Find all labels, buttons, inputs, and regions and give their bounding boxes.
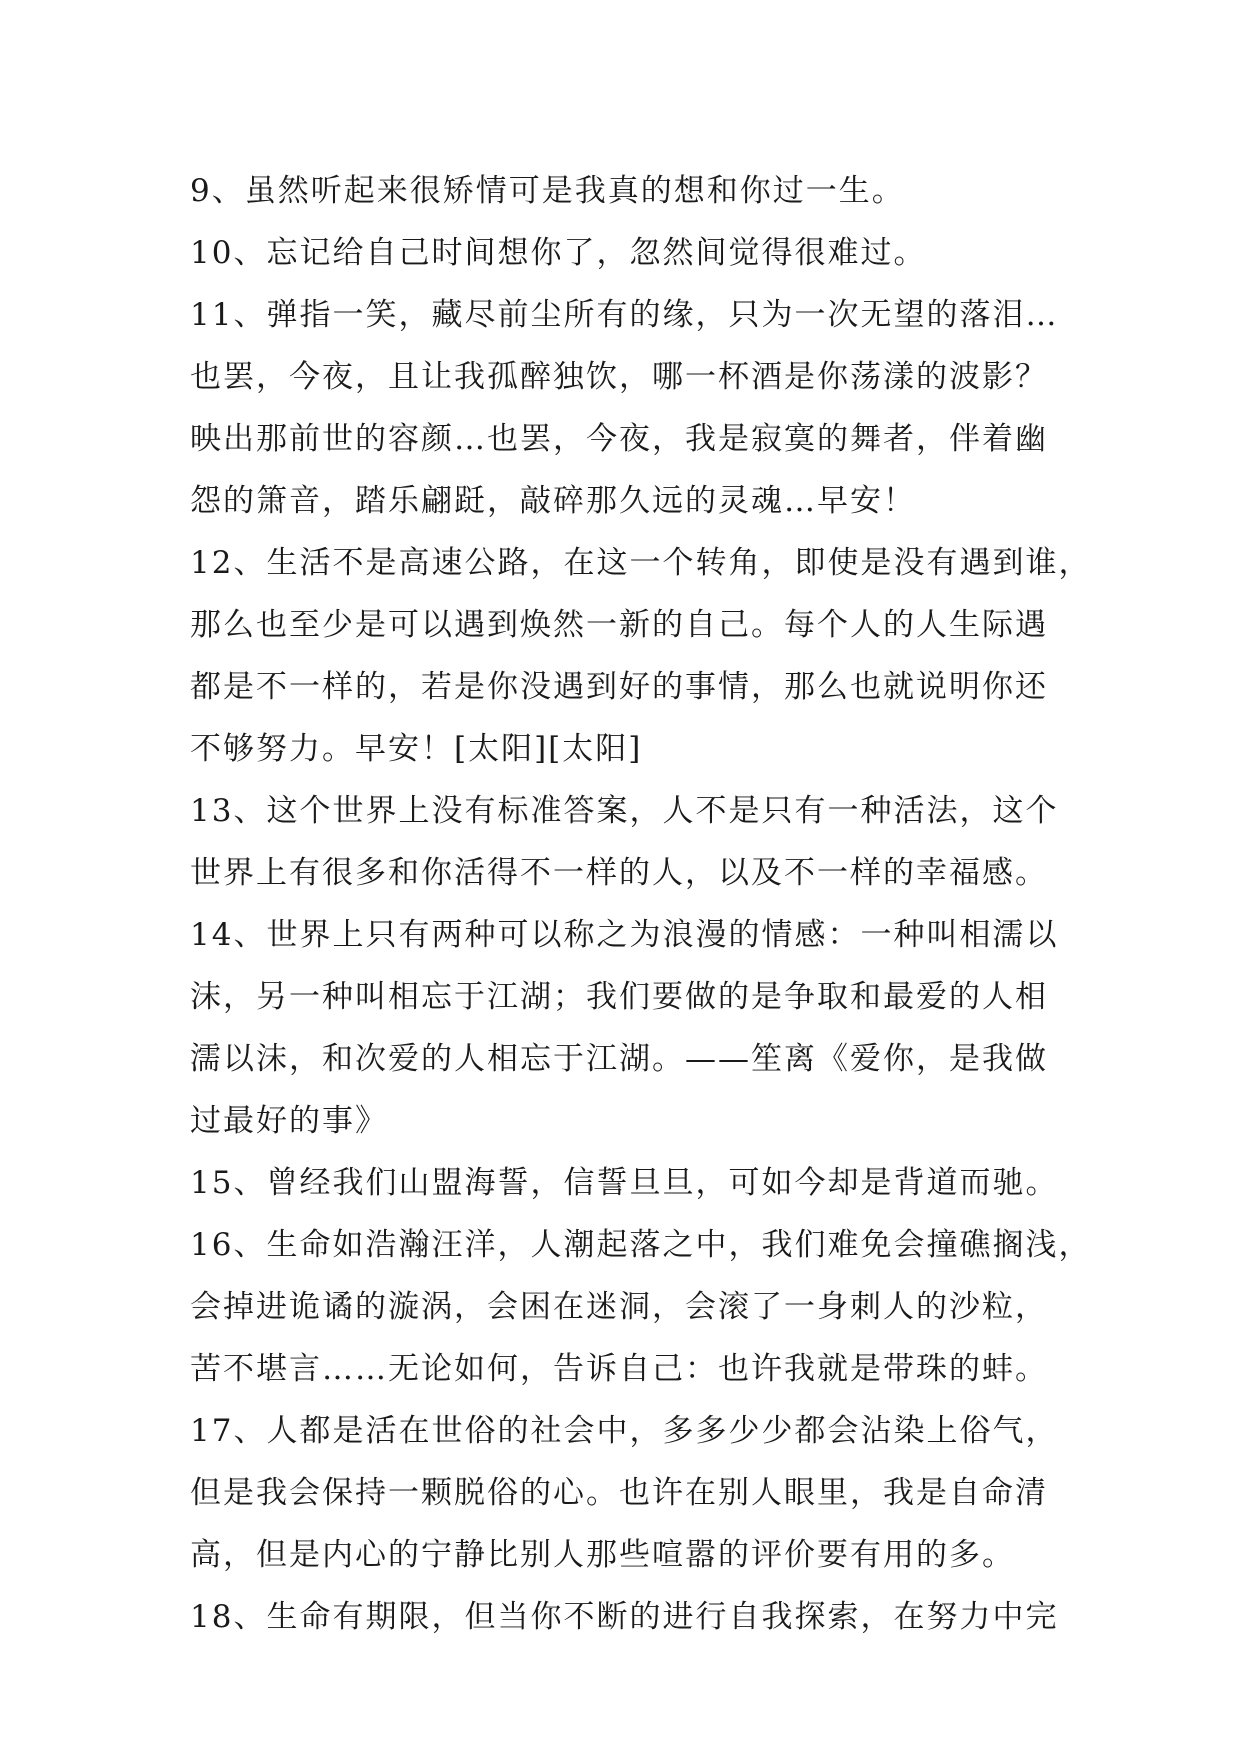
text-line: 都是不一样的，若是你没遇到好的事情，那么也就说明你还	[190, 669, 1048, 705]
text-line: 怨的箫音，踏乐翩跹，敲碎那久远的灵魂…早安！	[190, 483, 916, 519]
text-line: 也罢，今夜，且让我孤醉独饮，哪一杯酒是你荡漾的波影？	[190, 359, 1048, 395]
text-line: 15、曾经我们山盟海誓，信誓旦旦，可如今却是背道而驰。	[190, 1165, 1059, 1201]
text-line: 濡以沫，和次爱的人相忘于江湖。——笙离《爱你，是我做	[190, 1041, 1048, 1077]
text-line: 不够努力。早安！[太阳][太阳]	[190, 731, 643, 767]
text-line: 过最好的事》	[190, 1103, 388, 1139]
text-line: 18、生命有期限，但当你不断的进行自我探索，在努力中完	[190, 1599, 1059, 1635]
text-line: 高，但是内心的宁静比别人那些喧嚣的评价要有用的多。	[190, 1537, 1015, 1573]
text-line: 那么也至少是可以遇到焕然一新的自己。每个人的人生际遇	[190, 607, 1048, 643]
text-line: 16、生命如浩瀚汪洋，人潮起落之中，我们难免会撞礁搁浅，	[190, 1227, 1092, 1263]
text-line: 13、这个世界上没有标准答案，人不是只有一种活法，这个	[190, 793, 1059, 829]
document-body	[190, 160, 1090, 1648]
text-line: 17、人都是活在世俗的社会中，多多少少都会沾染上俗气，	[190, 1413, 1059, 1449]
text-line: 14、世界上只有两种可以称之为浪漫的情感：一种叫相濡以	[190, 917, 1059, 953]
text-line: 苦不堪言……无论如何，告诉自己：也许我就是带珠的蚌。	[190, 1351, 1048, 1387]
text-line: 10、忘记给自己时间想你了，忽然间觉得很难过。	[190, 235, 927, 271]
text-line: 12、生活不是高速公路，在这一个转角，即使是没有遇到谁，	[190, 545, 1092, 581]
text-line: 11、弹指一笑，藏尽前尘所有的缘，只为一次无望的落泪…	[190, 297, 1059, 333]
text-line: 9、虽然听起来很矫情可是我真的想和你过一生。	[190, 173, 905, 209]
text-line: 沫，另一种叫相忘于江湖；我们要做的是争取和最爱的人相	[190, 979, 1048, 1015]
text-line: 映出那前世的容颜…也罢，今夜，我是寂寞的舞者，伴着幽	[190, 421, 1048, 457]
text-line: 但是我会保持一颗脱俗的心。也许在别人眼里，我是自命清	[190, 1475, 1048, 1511]
text-line: 世界上有很多和你活得不一样的人，以及不一样的幸福感。	[190, 855, 1048, 891]
text-line: 会掉进诡谲的漩涡，会困在迷洞，会滚了一身刺人的沙粒，	[190, 1289, 1048, 1325]
